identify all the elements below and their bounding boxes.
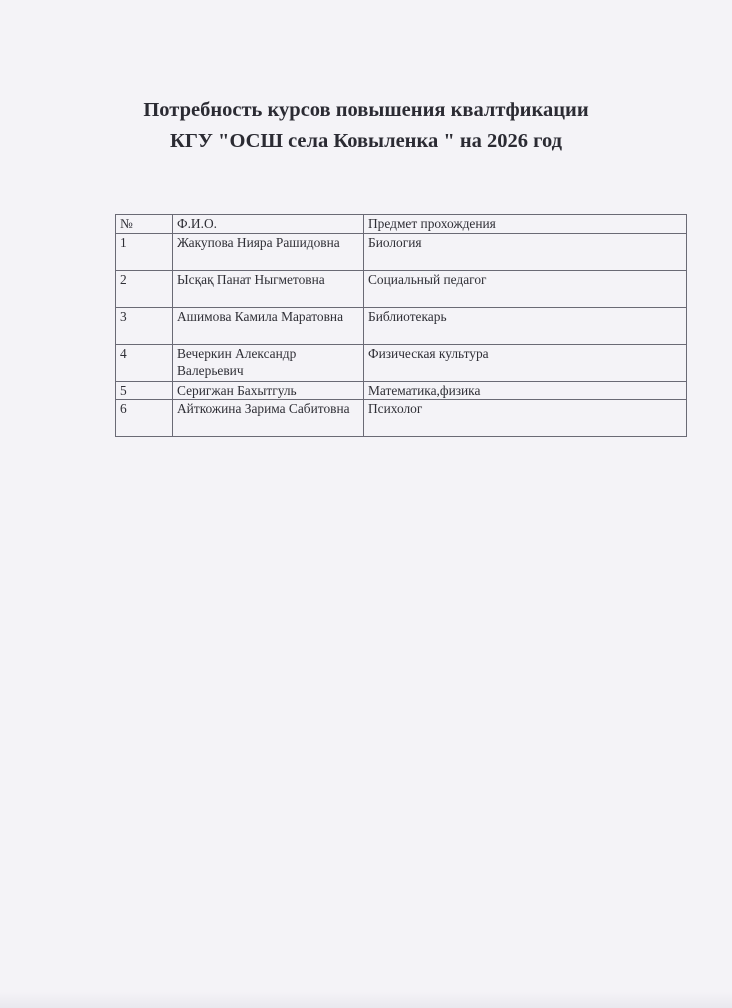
table-row — [116, 344, 687, 381]
header-subject: Предмет прохождения — [364, 215, 687, 234]
row-subject: Библиотекарь — [364, 307, 687, 344]
row-subject: Математика,физика — [364, 381, 687, 400]
scan-bottom-edge — [0, 992, 732, 1008]
document-title-line-1: Потребность курсов повышения квалтфикации — [143, 99, 589, 121]
table-row — [116, 307, 687, 344]
row-num: 1 — [116, 233, 173, 270]
table-row — [116, 400, 687, 437]
row-name: Ысқақ Панат Ныгметовна — [173, 270, 364, 307]
row-subject: Биология — [364, 233, 687, 270]
row-num: 6 — [116, 400, 173, 437]
table-row — [116, 233, 687, 270]
row-subject: Социальный педагог — [364, 270, 687, 307]
row-name: Ашимова Камила Маратовна — [173, 307, 364, 344]
row-num: 4 — [116, 344, 173, 381]
row-subject: Физическая культура — [364, 344, 687, 381]
header-num: № — [116, 215, 173, 234]
courses-table — [115, 214, 687, 437]
row-name: Серигжан Бахытгуль — [173, 381, 364, 400]
table-header-row — [116, 215, 687, 234]
row-num: 3 — [116, 307, 173, 344]
document-title-line-2: КГУ "ОСШ села Ковыленка " на 2026 год — [169, 130, 562, 152]
row-num: 5 — [116, 381, 173, 400]
row-subject: Психолог — [364, 400, 687, 437]
row-name: Вечеркин Александр Валерьевич — [173, 344, 364, 381]
row-name: Жакупова Нияра Рашидовна — [173, 233, 364, 270]
header-name: Ф.И.О. — [173, 215, 364, 234]
row-name: Айткожина Зарима Сабитовна — [173, 400, 364, 437]
table-row — [116, 381, 687, 400]
table-row — [116, 270, 687, 307]
row-num: 2 — [116, 270, 173, 307]
